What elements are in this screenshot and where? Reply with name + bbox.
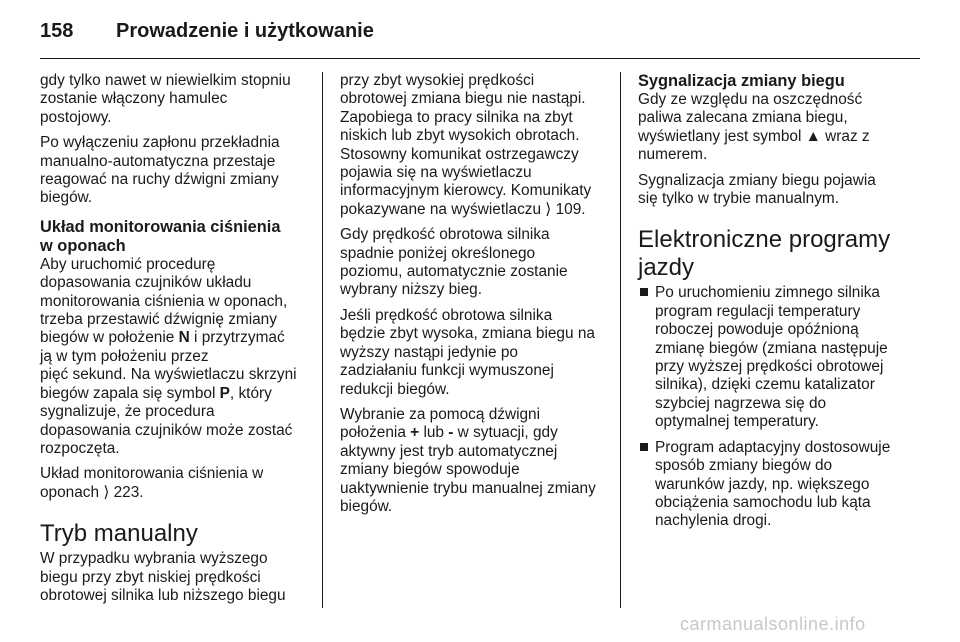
paragraph-tpms (40, 256, 312, 458)
list-item (638, 439, 918, 531)
list-item (638, 284, 918, 431)
paragraph: gdy tylko nawet w niewielkim stopniu zostanie włączony hamulec postojowy. (40, 72, 291, 126)
text-run: w sytuacji, gdy aktywny jest tryb automatycznej zmiany biegów spowoduje uaktywnienie trybu manualnej zmiany biegów. (340, 424, 596, 515)
paragraph: Sygnalizacja zmiany biegu pojawia się tylko w trybie manualnym. (638, 171, 876, 208)
paragraph: Gdy prędkość obrotowa silnika spadnie poniżej określonego poziomu, automatycznie zostanie wybrany niższy bieg. (340, 226, 568, 299)
list-item-text: Program adaptacyjny dostosowuje sposób zmiany biegów do warunków jazdy, np. większego obciążenia samochodu lub kąta nachylenia drogi. (655, 438, 891, 530)
text-run: Aby uruchomić procedurę dopasowania czujników układu monitorowania ciśnienia w oponach, trzeba przestawić dźwignię zmiany biegów w położenie (40, 255, 288, 347)
paragraph: Po wyłączeniu zapłonu przekładnia manualno-automatyczna przestaje reagować na ruchy dźwigni zmiany biegów. (40, 134, 280, 207)
text-run: lub (419, 424, 449, 442)
bullet-icon (640, 443, 648, 451)
watermark: carmanualsonline.info (680, 614, 866, 634)
plus-symbol: + (410, 424, 420, 442)
section-heading-shift-indicator: Sygnalizacja zmiany biegu (638, 72, 845, 90)
bullet-icon (640, 288, 648, 296)
section-heading-tpms: Układ monitorowania ciśnienia w oponach (40, 217, 281, 255)
paragraph-lever (340, 406, 612, 516)
paragraph: przy zbyt wysokiej prędkości obrotowej zmiana biegu nie nastąpi. Zapobiega to pracy silnika na zbyt niskich lub zbyt wysokich obrotach. Stosowny komunikat ostrzegawczy pojawia się na wyświetlaczu informacyjnym kierowcy. Komunikaty pokazywane na wyświetlaczu ⟩ 109. (340, 72, 592, 218)
paragraph: Gdy ze względu na oszczędność paliwa zalecana zmiana biegu, wyświetlany jest symbol ▲ wraz z numerem. (638, 91, 870, 164)
bullet-list (638, 284, 918, 530)
header-rule (40, 58, 920, 59)
text-run: , który sygnalizuje, że procedura dopasowania czujników może zostać rozpoczęta. (40, 384, 293, 457)
paragraph: W przypadku wybrania wyższego biegu przy zbyt niskiej prędkości obrotowej silnika lub niższego biegu (40, 550, 286, 604)
section-heading-programs: Elektroniczne programy jazdy (638, 226, 891, 282)
text-run: Wybranie za pomocą dźwigni położenia (340, 405, 541, 442)
paragraph-reference: Układ monitorowania ciśnienia w oponach ⟩ 223. (40, 465, 264, 501)
gear-symbol-p: P (219, 384, 230, 402)
page-number: 158 (40, 20, 74, 42)
column-middle (340, 72, 612, 523)
column-divider (620, 72, 621, 608)
page-title: Prowadzenie i użytkowanie (116, 20, 374, 42)
column-divider (322, 72, 323, 608)
paragraph: Jeśli prędkość obrotowa silnika będzie zbyt wysoka, zmiana biegu na wyższy nastąpi jedynie po zadziałaniu funkcji wymuszonej redukcji biegów. (340, 306, 595, 398)
text-run: i przytrzymać ją w tym położeniu przez pięć sekund. Na wyświetlaczu skrzyni biegów zapala się symbol (40, 329, 297, 402)
column-right (638, 72, 918, 538)
list-item-text: Po uruchomieniu zimnego silnika program regulacji temperatury roboczej powoduje opóźnioną zmianę biegów (zmiana następuje przy wyższej prędkości obrotowej silnika), dzięki czemu katalizator szybciej nagrzewa się do optymalnej temperatury. (655, 284, 888, 431)
column-left (40, 72, 312, 612)
section-heading-manual: Tryb manualny (40, 520, 198, 548)
gear-symbol-n: N (178, 329, 190, 347)
minus-symbol: - (448, 424, 454, 442)
page-header (40, 14, 920, 54)
